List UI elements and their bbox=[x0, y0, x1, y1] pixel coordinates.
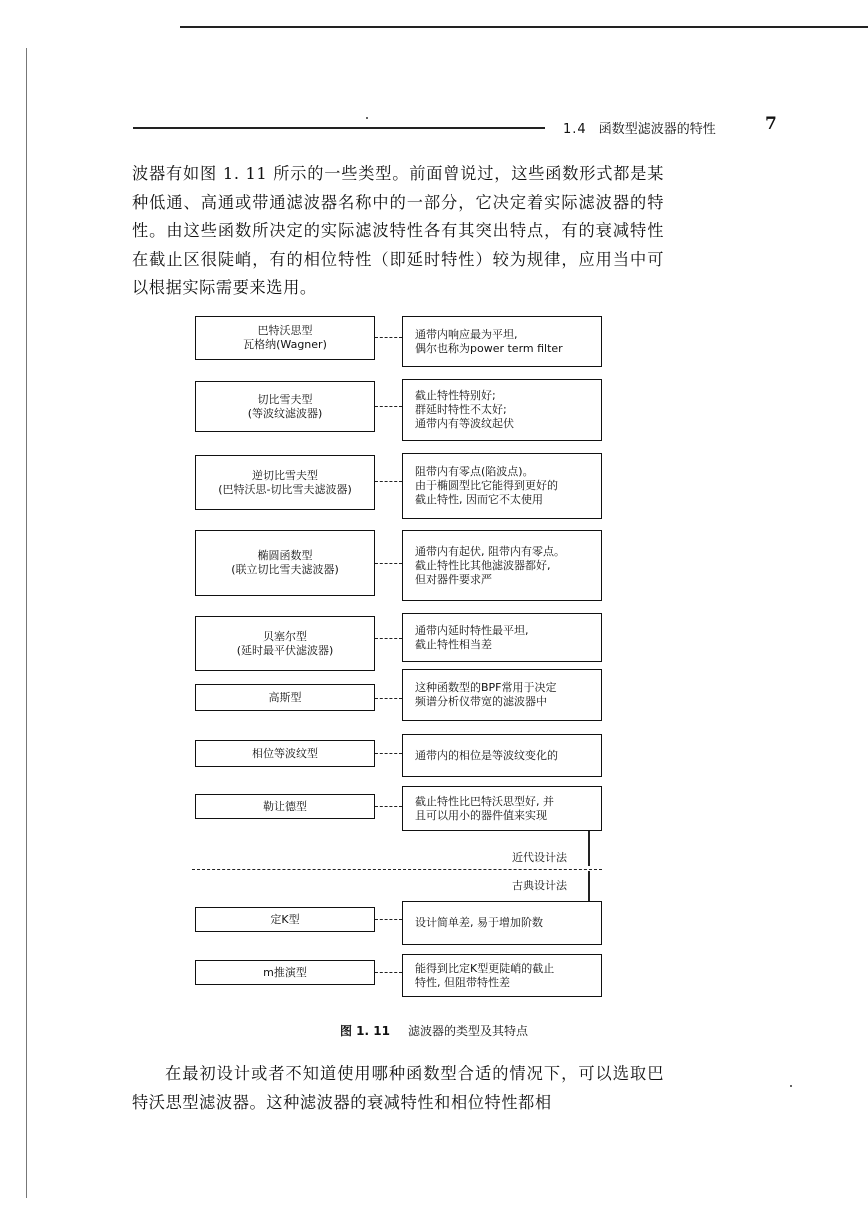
filter-type-box-m-derived: m推演型 bbox=[195, 960, 375, 985]
connector-line bbox=[375, 481, 402, 482]
feature-box-m-derived: 能得到比定K型更陡峭的截止 特性, 但阻带特性差 bbox=[402, 954, 602, 997]
feature-box-gaussian: 这种函数型的BPF常用于决定 频谱分析仪带宽的滤波器中 bbox=[402, 669, 602, 721]
classic-arrow-line bbox=[588, 871, 590, 901]
connector-line bbox=[375, 806, 402, 807]
era-divider-line bbox=[192, 869, 602, 870]
top-border-line bbox=[180, 26, 868, 28]
connector-line bbox=[375, 698, 402, 699]
modern-arrow-line bbox=[588, 831, 590, 866]
filter-type-box-elliptic: 椭圆函数型 (联立切比雪夫滤波器) bbox=[195, 530, 375, 596]
scan-speck bbox=[366, 117, 368, 119]
feature-box-chebyshev: 截止特性特别好; 群延时特性不太好; 通带内有等波纹起伏 bbox=[402, 379, 602, 441]
feature-box-constant-k: 设计简单差, 易于增加阶数 bbox=[402, 901, 602, 945]
filter-type-box-legendre: 勒让德型 bbox=[195, 794, 375, 819]
feature-box-inverse-chebyshev: 阻带内有零点(陷波点)。 由于椭圆型比它能得到更好的 截止特性, 因而它不太使用 bbox=[402, 453, 602, 519]
modern-design-label: 近代设计法 bbox=[512, 851, 567, 864]
feature-box-legendre: 截止特性比巴特沃思型好, 并 且可以用小的器件值来实现 bbox=[402, 786, 602, 831]
feature-box-elliptic: 通带内有起伏, 阻带内有零点。 截止特性比其他滤波器都好, 但对器件要求严 bbox=[402, 530, 602, 601]
filter-type-box-butterworth: 巴特沃思型 瓦格纳(Wagner) bbox=[195, 316, 375, 360]
classic-design-label: 古典设计法 bbox=[512, 879, 567, 892]
body-paragraph-1: 波器有如图 1. 11 所示的一些类型。前面曾说过，这些函数形式都是某种低通、高通或带通滤波器名称中的一部分，它决定着实际滤波器的特性。由这些函数所决定的实际滤波特性各有其突出特点，有的衰减特性在截止区很陡峭，有的相位特性（即延时特性）较为规律，应用当中可以根据实际需要来选用。 bbox=[132, 164, 664, 297]
filter-type-box-equiripple-phase: 相位等波纹型 bbox=[195, 740, 375, 767]
figure-caption bbox=[0, 1022, 868, 1039]
page-number: 7 bbox=[765, 114, 777, 134]
feature-box-bessel: 通带内延时特性最平坦, 截止特性相当差 bbox=[402, 613, 602, 662]
feature-box-equiripple-phase: 通带内的相位是等波纹变化的 bbox=[402, 734, 602, 777]
filter-type-box-bessel: 贝塞尔型 (延时最平伏滤波器) bbox=[195, 616, 375, 671]
scan-speck bbox=[790, 1085, 792, 1087]
body-paragraph-2: 在最初设计或者不知道使用哪种函数型合适的情况下，可以选取巴特沃思型滤波器。这种滤波器的衰减特性和相位特性都相 bbox=[132, 1064, 664, 1112]
figure-number: 图 1. 11 bbox=[340, 1024, 390, 1038]
connector-line bbox=[375, 337, 402, 338]
connector-line bbox=[375, 753, 402, 754]
section-number: 1.4 bbox=[563, 122, 587, 137]
filter-type-box-constant-k: 定K型 bbox=[195, 907, 375, 932]
header-rule bbox=[133, 127, 545, 129]
feature-box-butterworth: 通带内响应最为平坦, 偶尔也称为power term filter bbox=[402, 316, 602, 367]
connector-line bbox=[375, 972, 402, 973]
filter-type-box-gaussian: 高斯型 bbox=[195, 684, 375, 711]
connector-line bbox=[375, 638, 402, 639]
connector-line bbox=[375, 406, 402, 407]
connector-line bbox=[375, 563, 402, 564]
filter-type-box-chebyshev: 切比雪夫型 (等波纹滤波器) bbox=[195, 381, 375, 432]
section-title: 函数型滤波器的特性 bbox=[598, 122, 716, 137]
filter-type-box-inverse-chebyshev: 逆切比雪夫型 (巴特沃思-切比雪夫滤波器) bbox=[195, 455, 375, 510]
connector-line bbox=[375, 919, 402, 920]
running-header bbox=[563, 118, 716, 137]
figure-caption-text: 滤波器的类型及其特点 bbox=[407, 1024, 528, 1038]
